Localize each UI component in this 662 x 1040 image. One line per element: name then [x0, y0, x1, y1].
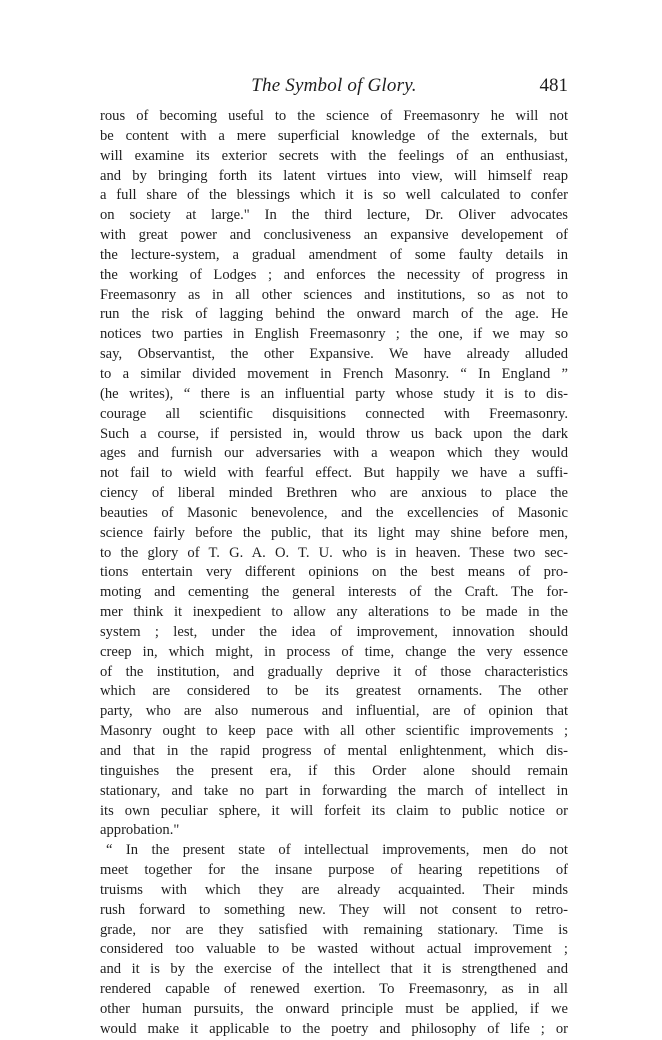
- text-line: and by bringing forth its latent virtues into view, will himself reap: [100, 167, 568, 184]
- text-line: say, Observantist, the other Expansive. We have already alluded: [100, 346, 568, 363]
- text-line: not fail to wield with fearful effect. But happily we have a suffi-: [100, 465, 568, 482]
- text-line: truisms with which they are already acquainted. Their minds: [100, 881, 568, 898]
- text-line: rous of becoming useful to the science of Freemasonry he will not: [100, 108, 568, 124]
- text-line: to the glory of T. G. A. O. T. U. who is in heaven. These two sec-: [100, 544, 568, 561]
- text-line: would make it applicable to the poetry and philosophy of life ; or: [100, 1020, 568, 1037]
- text-line: considered too valuable to be wasted without actual improvement ;: [100, 941, 568, 958]
- text-line: “ In the present state of intellectual improvements, men do not: [106, 842, 568, 859]
- text-line: a full share of the blessings which it is so well calculated to confer: [100, 187, 568, 204]
- text-line: ages and furnish our adversaries with a weapon which they would: [100, 445, 568, 462]
- text-line: approbation.": [100, 822, 180, 839]
- text-line: and it is by the exercise of the intellect that it is strengthened and: [100, 961, 568, 978]
- text-line: with great power and conclusiveness an expansive developement of: [100, 227, 568, 244]
- text-line: moting and cementing the general interests of the Craft. The for-: [100, 584, 568, 601]
- text-line: mer think it inexpedient to allow any alterations to be made in the: [100, 604, 568, 621]
- text-line: science fairly before the public, that its light may shine before men,: [100, 524, 568, 541]
- text-line: grade, nor are they satisfied with remaining stationary. Time is: [100, 921, 568, 938]
- text-line: its own peculiar sphere, it will forfeit its claim to public notice or: [100, 802, 568, 819]
- text-line: which are considered to be its greatest ornaments. The other: [100, 683, 568, 700]
- text-line: rush forward to something new. They will not consent to retro-: [100, 901, 568, 918]
- text-line: (he writes), “ there is an influential party whose study it is to dis-: [100, 385, 568, 402]
- text-line: ciency of liberal minded Brethren who are anxious to place the: [100, 485, 568, 502]
- text-line: other human pursuits, the onward principle must be applied, if we: [100, 1000, 568, 1017]
- text-line: courage all scientific disquisitions connected with Freemasonry.: [100, 405, 568, 422]
- text-line: Such a course, if persisted in, would throw us back upon the dark: [100, 425, 568, 442]
- text-line: tions entertain very different opinions on the best means of pro-: [100, 564, 568, 581]
- text-line: rendered capable of renewed exertion. To Freemasonry, as in all: [100, 981, 568, 998]
- text-line: Masonry ought to keep pace with all other scientific improvements ;: [100, 723, 568, 740]
- text-line: the lecture-system, a gradual amendment of some faulty details in: [100, 246, 568, 263]
- text-line: system ; lest, under the idea of improvement, innovation should: [100, 623, 568, 640]
- text-line: meet together for the insane purpose of hearing repetitions of: [100, 862, 568, 879]
- text-line: of the institution, and gradually deprive it of those characteristics: [100, 663, 568, 680]
- text-line: beauties of Masonic benevolence, and the excellencies of Masonic: [100, 504, 568, 521]
- text-line: creep in, which might, in process of time, change the very essence: [100, 643, 568, 660]
- text-line: the working of Lodges ; and enforces the necessity of progress in: [100, 266, 568, 283]
- running-head: [100, 75, 568, 101]
- text-line: party, who are also numerous and influential, are of opinion that: [100, 703, 568, 720]
- body-text: [100, 107, 568, 1040]
- text-line: run the risk of lagging behind the onward march of the age. He: [100, 306, 568, 323]
- text-line: and that in the rapid progress of mental enlightenment, which dis-: [100, 743, 568, 759]
- text-line: tinguishes the present era, if this Order alone should remain: [100, 762, 568, 779]
- running-title: The Symbol of Glory.: [251, 75, 417, 96]
- text-line: notices two parties in English Freemasonry ; the one, if we may so: [100, 326, 568, 343]
- text-line: on society at large." In the third lecture, Dr. Oliver advocates: [100, 207, 568, 224]
- text-line: to a similar divided movement in French Masonry. “ In England ”: [100, 365, 568, 382]
- text-line: stationary, and take no part in forwarding the march of intellect in: [100, 782, 568, 799]
- text-line: will examine its exterior secrets with the feelings of an enthusiast,: [100, 147, 568, 164]
- text-line: Freemasonry as in all other sciences and institutions, so as not to: [100, 286, 568, 303]
- text-line: be content with a mere superficial knowledge of the externals, but: [100, 127, 568, 144]
- page-number: 481: [539, 75, 568, 96]
